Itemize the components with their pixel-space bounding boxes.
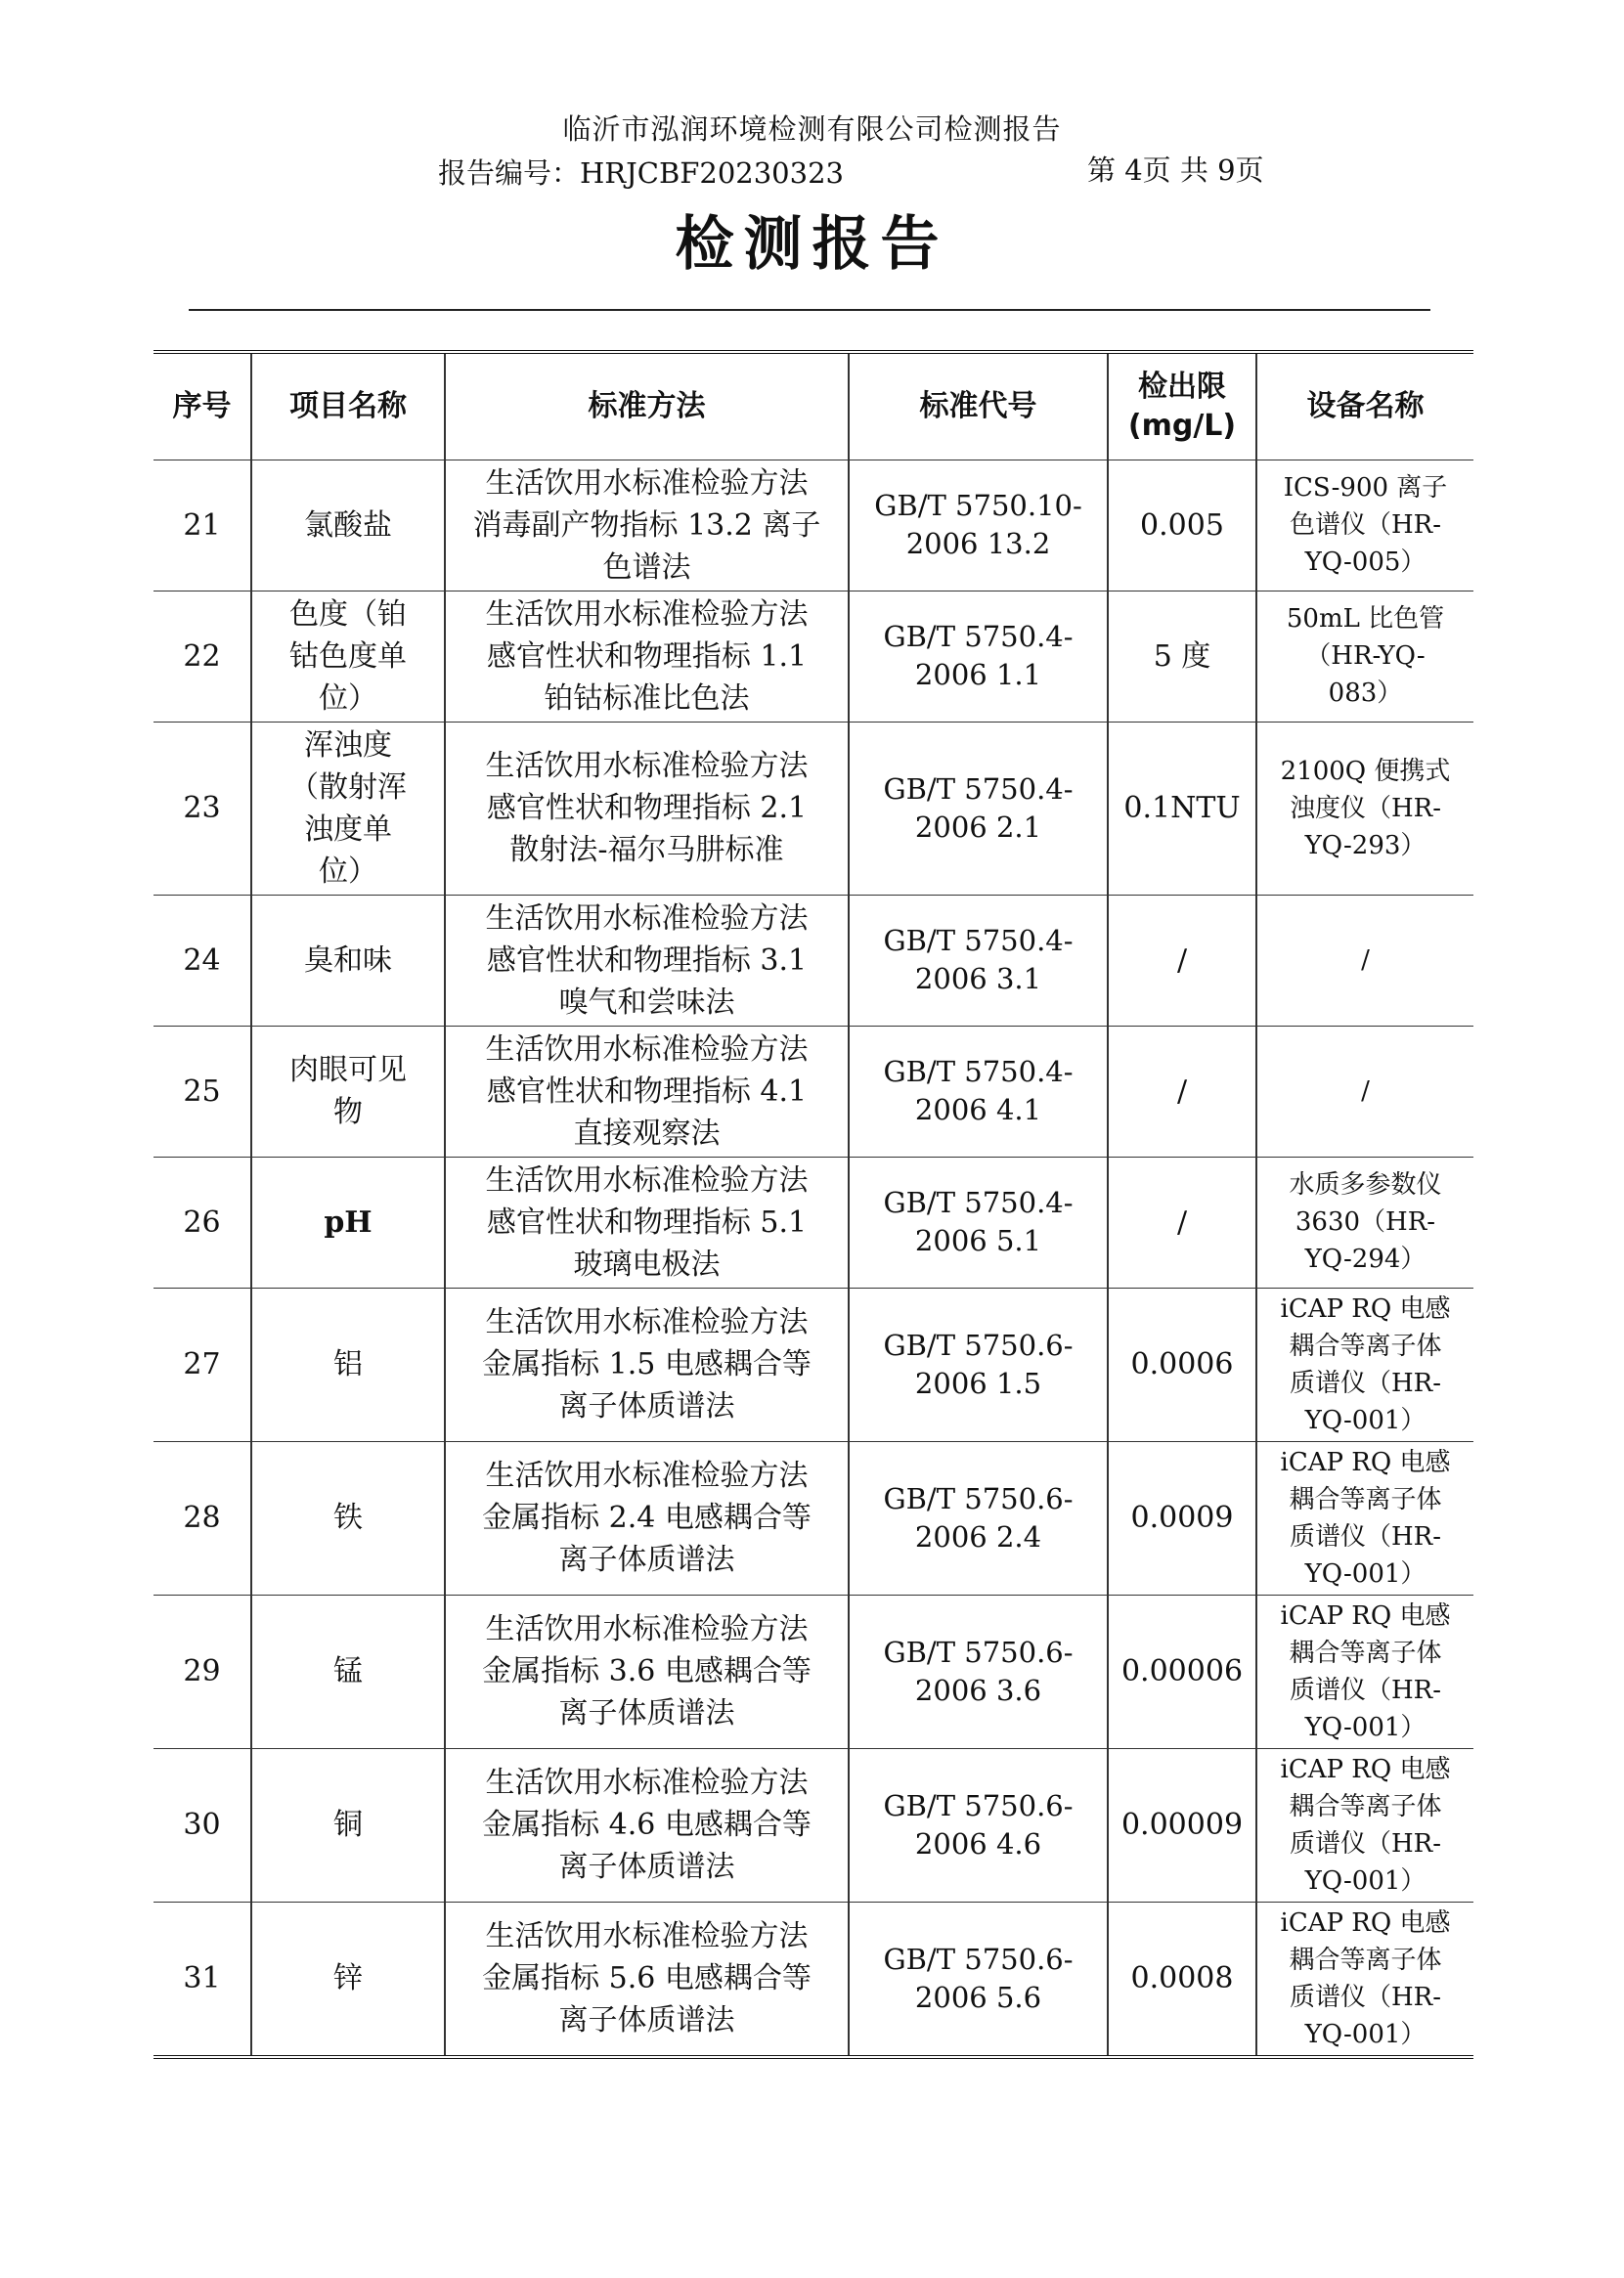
table-row — [154, 591, 1473, 722]
cell-limit: 0.005 — [1108, 460, 1256, 591]
cell-limit: / — [1108, 1026, 1256, 1157]
company-header: 临沂市泓润环境检测有限公司检测报告 — [562, 112, 1062, 146]
cell-code: GB/T 5750.10- 2006 13.2 — [849, 460, 1108, 591]
cell-equipment: iCAP RQ 电感 耦合等离子体 质谱仪（HR- YQ-001） — [1256, 1902, 1473, 2057]
cell-method: 生活饮用水标准检验方法 感官性状和物理指标 3.1 嗅气和尝味法 — [445, 895, 849, 1026]
cell-item: 锰 — [251, 1595, 445, 1748]
cell-equipment: iCAP RQ 电感 耦合等离子体 质谱仪（HR- YQ-001） — [1256, 1288, 1473, 1441]
cell-code: GB/T 5750.4- 2006 1.1 — [849, 591, 1108, 722]
detection-methods-table — [154, 350, 1473, 2059]
cell-method: 生活饮用水标准检验方法 金属指标 4.6 电感耦合等 离子体质谱法 — [445, 1748, 849, 1902]
cell-method: 生活饮用水标准检验方法 金属指标 5.6 电感耦合等 离子体质谱法 — [445, 1902, 849, 2057]
cell-item: 铜 — [251, 1748, 445, 1902]
cell-code: GB/T 5750.6- 2006 5.6 — [849, 1902, 1108, 2057]
cell-equipment: iCAP RQ 电感 耦合等离子体 质谱仪（HR- YQ-001） — [1256, 1595, 1473, 1748]
cell-method: 生活饮用水标准检验方法 金属指标 3.6 电感耦合等 离子体质谱法 — [445, 1595, 849, 1748]
cell-seq: 30 — [154, 1748, 251, 1902]
column-header-seq: 序号 — [154, 352, 251, 460]
cell-item: 铁 — [251, 1441, 445, 1595]
table-row — [154, 1441, 1473, 1595]
cell-item: 色度（铂 钴色度单 位） — [251, 591, 445, 722]
page-number: 第 4页 共 9页 — [1087, 153, 1264, 187]
cell-item: pH — [251, 1157, 445, 1288]
cell-item: 铝 — [251, 1288, 445, 1441]
cell-seq: 25 — [154, 1026, 251, 1157]
cell-code: GB/T 5750.6- 2006 3.6 — [849, 1595, 1108, 1748]
table-row — [154, 722, 1473, 895]
cell-equipment: 水质多参数仪 3630（HR- YQ-294） — [1256, 1157, 1473, 1288]
cell-item: 肉眼可见 物 — [251, 1026, 445, 1157]
cell-code: GB/T 5750.4- 2006 5.1 — [849, 1157, 1108, 1288]
column-header-method: 标准方法 — [445, 352, 849, 460]
cell-limit: / — [1108, 1157, 1256, 1288]
cell-method: 生活饮用水标准检验方法 感官性状和物理指标 4.1 直接观察法 — [445, 1026, 849, 1157]
table-row — [154, 460, 1473, 591]
table-row — [154, 1026, 1473, 1157]
cell-seq: 27 — [154, 1288, 251, 1441]
report-table-container — [154, 350, 1473, 2059]
table-row — [154, 1288, 1473, 1441]
cell-item: 氯酸盐 — [251, 460, 445, 591]
cell-code: GB/T 5750.6- 2006 4.6 — [849, 1748, 1108, 1902]
cell-seq: 21 — [154, 460, 251, 591]
table-row — [154, 1157, 1473, 1288]
cell-limit: 0.0009 — [1108, 1441, 1256, 1595]
cell-seq: 31 — [154, 1902, 251, 2057]
cell-method: 生活饮用水标准检验方法 消毒副产物指标 13.2 离子 色谱法 — [445, 460, 849, 591]
table-header-row — [154, 352, 1473, 460]
cell-method: 生活饮用水标准检验方法 感官性状和物理指标 1.1 铂钴标准比色法 — [445, 591, 849, 722]
report-number: 报告编号：HRJCBF20230323 — [438, 156, 844, 190]
cell-method: 生活饮用水标准检验方法 金属指标 1.5 电感耦合等 离子体质谱法 — [445, 1288, 849, 1441]
cell-equipment: 2100Q 便携式 浊度仪（HR- YQ-293） — [1256, 722, 1473, 895]
cell-equipment: ICS-900 离子 色谱仪（HR- YQ-005） — [1256, 460, 1473, 591]
table-body — [154, 460, 1473, 2057]
cell-seq: 29 — [154, 1595, 251, 1748]
cell-seq: 26 — [154, 1157, 251, 1288]
title-divider — [189, 309, 1430, 311]
cell-equipment: iCAP RQ 电感 耦合等离子体 质谱仪（HR- YQ-001） — [1256, 1748, 1473, 1902]
column-header-item: 项目名称 — [251, 352, 445, 460]
cell-item: 浑浊度 （散射浑 浊度单 位） — [251, 722, 445, 895]
column-header-limit: 检出限 (mg/L) — [1108, 352, 1256, 460]
page-title: 检测报告 — [675, 210, 949, 279]
cell-code: GB/T 5750.4- 2006 3.1 — [849, 895, 1108, 1026]
cell-code: GB/T 5750.6- 2006 1.5 — [849, 1288, 1108, 1441]
cell-equipment: 50mL 比色管 （HR-YQ- 083） — [1256, 591, 1473, 722]
cell-limit: / — [1108, 895, 1256, 1026]
cell-code: GB/T 5750.6- 2006 2.4 — [849, 1441, 1108, 1595]
column-header-code: 标准代号 — [849, 352, 1108, 460]
cell-limit: 0.1NTU — [1108, 722, 1256, 895]
table-row — [154, 1748, 1473, 1902]
cell-method: 生活饮用水标准检验方法 感官性状和物理指标 2.1 散射法-福尔马肼标准 — [445, 722, 849, 895]
cell-seq: 23 — [154, 722, 251, 895]
cell-limit: 0.00009 — [1108, 1748, 1256, 1902]
cell-limit: 5 度 — [1108, 591, 1256, 722]
cell-equipment: / — [1256, 895, 1473, 1026]
cell-seq: 28 — [154, 1441, 251, 1595]
cell-equipment: iCAP RQ 电感 耦合等离子体 质谱仪（HR- YQ-001） — [1256, 1441, 1473, 1595]
cell-seq: 22 — [154, 591, 251, 722]
cell-code: GB/T 5750.4- 2006 4.1 — [849, 1026, 1108, 1157]
cell-method: 生活饮用水标准检验方法 金属指标 2.4 电感耦合等 离子体质谱法 — [445, 1441, 849, 1595]
table-row — [154, 1902, 1473, 2057]
cell-seq: 24 — [154, 895, 251, 1026]
cell-limit: 0.00006 — [1108, 1595, 1256, 1748]
cell-method: 生活饮用水标准检验方法 感官性状和物理指标 5.1 玻璃电极法 — [445, 1157, 849, 1288]
table-row — [154, 1595, 1473, 1748]
cell-limit: 0.0008 — [1108, 1902, 1256, 2057]
table-row — [154, 895, 1473, 1026]
cell-equipment: / — [1256, 1026, 1473, 1157]
column-header-equipment: 设备名称 — [1256, 352, 1473, 460]
cell-code: GB/T 5750.4- 2006 2.1 — [849, 722, 1108, 895]
cell-item: 锌 — [251, 1902, 445, 2057]
cell-item: 臭和味 — [251, 895, 445, 1026]
cell-limit: 0.0006 — [1108, 1288, 1256, 1441]
